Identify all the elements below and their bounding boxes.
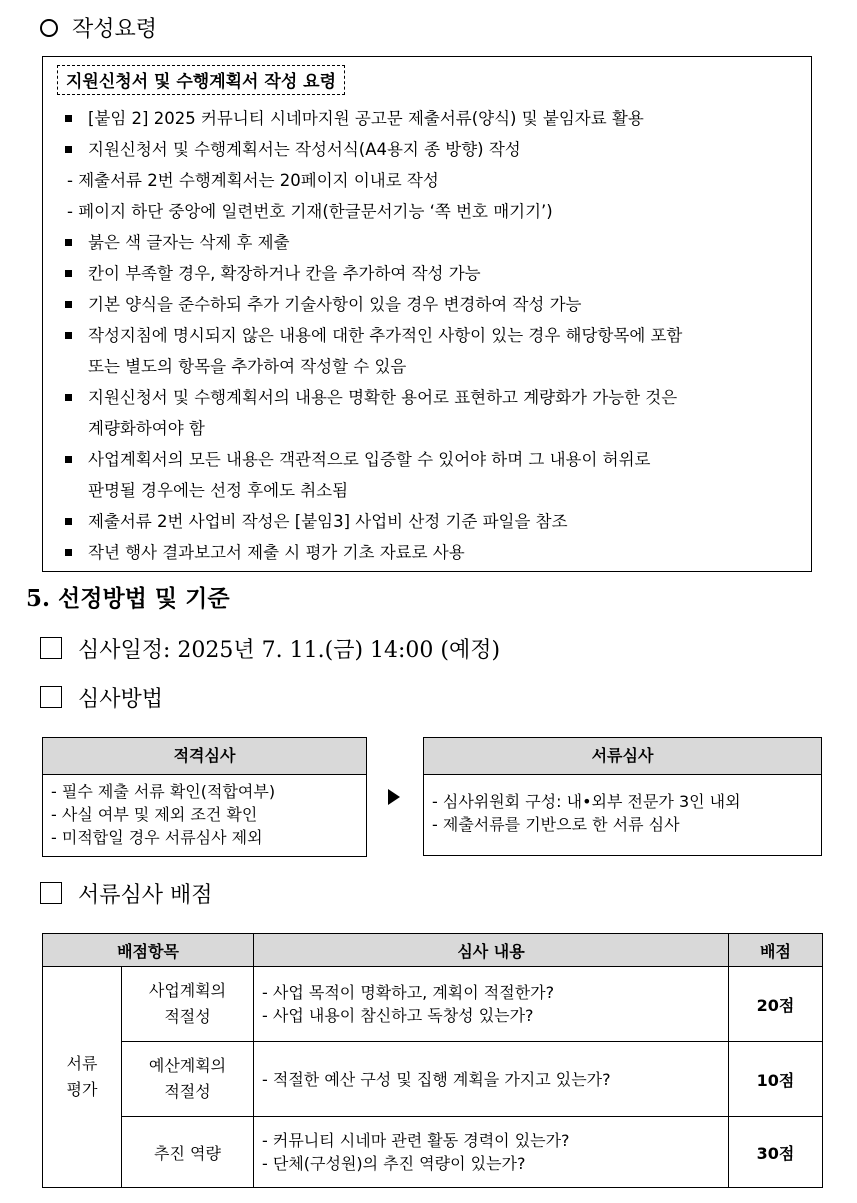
content-line: - 적절한 예산 구성 및 집행 계획을 가지고 있는가? bbox=[262, 1069, 611, 1089]
guide-list-item bbox=[59, 196, 799, 227]
table-row bbox=[43, 1042, 823, 1117]
scoring-heading-text: 서류심사 배점 bbox=[78, 883, 213, 908]
guide-item-text: 지원신청서 및 수행계획서의 내용은 명확한 용어로 표현하고 계량화가 가능한 것은 bbox=[88, 388, 678, 407]
item-cell bbox=[122, 1117, 254, 1188]
guide-list-item bbox=[59, 413, 799, 444]
guide-list-item bbox=[59, 258, 799, 289]
method-heading-text: 심사방법 bbox=[78, 687, 164, 712]
document-review-list bbox=[424, 775, 821, 836]
list-item: - 미적합일 경우 서류심사 제외 bbox=[51, 828, 263, 847]
square-bullet-icon bbox=[65, 456, 72, 463]
guide-list-item bbox=[59, 320, 799, 351]
content-cell bbox=[254, 967, 729, 1042]
guide-item-text: 붉은 색 글자는 삭제 후 제출 bbox=[88, 233, 290, 252]
writing-guide-heading-text: 작성요령 bbox=[72, 17, 158, 42]
item-line: 예산계획의 bbox=[148, 1056, 227, 1075]
guide-item-text: 작성지침에 명시되지 않은 내용에 대한 추가적인 사항이 있는 경우 해당항목에 포함 bbox=[88, 326, 683, 345]
method-heading bbox=[40, 682, 163, 713]
guide-item-text: 칸이 부족할 경우, 확장하거나 칸을 추가하여 작성 가능 bbox=[88, 264, 481, 283]
guide-item-text: 제출서류 2번 사업비 작성은 [붙임3] 사업비 산정 기준 파일을 참조 bbox=[88, 512, 568, 531]
guide-list-item bbox=[59, 444, 799, 475]
guide-list-item bbox=[59, 103, 799, 134]
guide-list-item bbox=[59, 537, 799, 568]
square-bullet-icon bbox=[65, 239, 72, 246]
table-header-row bbox=[43, 934, 823, 967]
square-bullet-icon bbox=[65, 518, 72, 525]
group-label-cell bbox=[43, 967, 122, 1188]
guide-item-text: 계량화하여야 함 bbox=[88, 419, 205, 438]
checkbox-square-icon bbox=[40, 637, 62, 659]
checkbox-square-icon bbox=[40, 882, 62, 904]
guide-list-item bbox=[59, 227, 799, 258]
eligibility-review-list bbox=[43, 775, 366, 849]
item-line: 적절성 bbox=[164, 1082, 211, 1101]
guide-list bbox=[59, 103, 799, 568]
guide-box-title: 지원신청서 및 수행계획서 작성 요령 bbox=[57, 65, 345, 95]
guide-item-text: - 페이지 하단 중앙에 일련번호 기재(한글문서기능 ‘쪽 번호 매기기’) bbox=[67, 202, 553, 221]
guide-item-text: 사업계획서의 모든 내용은 객관적으로 입증할 수 있어야 하며 그 내용이 허위로 bbox=[88, 450, 651, 469]
list-item: - 사실 여부 및 제외 조건 확인 bbox=[51, 805, 258, 824]
item-line: 사업계획의 bbox=[148, 981, 227, 1000]
scoring-heading bbox=[40, 878, 213, 909]
guide-item-text: - 제출서류 2번 수행계획서는 20페이지 이내로 작성 bbox=[67, 171, 439, 190]
guide-item-text: 작년 행사 결과보고서 제출 시 평가 기초 자료로 사용 bbox=[88, 543, 465, 562]
checkbox-square-icon bbox=[40, 686, 62, 708]
table-row bbox=[43, 1117, 823, 1188]
item-line: 추진 역량 bbox=[154, 1143, 221, 1163]
header-item: 배점항목 bbox=[43, 934, 254, 967]
list-item: - 심사위원회 구성: 내•외부 전문가 3인 내외 bbox=[432, 792, 741, 811]
circle-bullet-icon bbox=[40, 19, 58, 37]
list-item: - 제출서류를 기반으로 한 서류 심사 bbox=[432, 815, 680, 834]
square-bullet-icon bbox=[65, 549, 72, 556]
guide-list-item bbox=[59, 165, 799, 196]
score-cell: 20점 bbox=[729, 967, 823, 1042]
guide-item-text: 판명될 경우에는 선정 후에도 취소됨 bbox=[88, 481, 349, 500]
item-cell bbox=[122, 967, 254, 1042]
group-label-line: 평가 bbox=[66, 1080, 98, 1099]
square-bullet-icon bbox=[65, 394, 72, 401]
guide-item-text: [붙임 2] 2025 커뮤니티 시네마지원 공고문 제출서류(양식) 및 붙임자료 활용 bbox=[88, 109, 644, 128]
header-score: 배점 bbox=[729, 934, 823, 967]
square-bullet-icon bbox=[65, 115, 72, 122]
guide-list-item bbox=[59, 351, 799, 382]
content-line: - 사업 목적이 명확하고, 계획이 적절한가? bbox=[262, 983, 555, 1002]
eligibility-review-box bbox=[42, 737, 367, 857]
guide-list-item bbox=[59, 475, 799, 506]
content-line: - 커뮤니티 시네마 관련 활동 경력이 있는가? bbox=[262, 1131, 570, 1150]
list-item: - 필수 제출 서류 확인(적합여부) bbox=[51, 782, 276, 801]
header-content: 심사 내용 bbox=[254, 934, 729, 967]
guide-item-text: 또는 별도의 항목을 추가하여 작성할 수 있음 bbox=[88, 357, 407, 376]
group-label-line: 서류 bbox=[66, 1054, 98, 1073]
square-bullet-icon bbox=[65, 146, 72, 153]
guide-list-item bbox=[59, 134, 799, 165]
guide-item-text: 기본 양식을 준수하되 추가 기술사항이 있을 경우 변경하여 작성 가능 bbox=[88, 295, 582, 314]
score-cell: 30점 bbox=[729, 1117, 823, 1188]
document-review-box bbox=[423, 737, 822, 856]
guide-list-item bbox=[59, 289, 799, 320]
schedule-text: 심사일정: 2025년 7. 11.(금) 14:00 (예정) bbox=[78, 638, 501, 663]
score-cell: 10점 bbox=[729, 1042, 823, 1117]
scoring-table bbox=[42, 933, 823, 1188]
content-line: - 사업 내용이 참신하고 독창성 있는가? bbox=[262, 1006, 534, 1025]
square-bullet-icon bbox=[65, 301, 72, 308]
eligibility-review-title: 적격심사 bbox=[43, 738, 366, 775]
square-bullet-icon bbox=[65, 332, 72, 339]
content-line: - 단체(구성원)의 추진 역량이 있는가? bbox=[262, 1154, 526, 1173]
item-line: 적절성 bbox=[164, 1007, 211, 1026]
writing-guide-box bbox=[42, 56, 812, 572]
item-cell bbox=[122, 1042, 254, 1117]
guide-list-item bbox=[59, 382, 799, 413]
table-row bbox=[43, 967, 823, 1042]
arrow-right-icon bbox=[388, 789, 400, 805]
guide-item-text: 지원신청서 및 수행계획서는 작성서식(A4용지 종 방향) 작성 bbox=[88, 140, 521, 159]
content-cell bbox=[254, 1042, 729, 1117]
document-review-title: 서류심사 bbox=[424, 738, 821, 775]
guide-list-item bbox=[59, 506, 799, 537]
writing-guide-heading bbox=[40, 12, 157, 43]
square-bullet-icon bbox=[65, 270, 72, 277]
content-cell bbox=[254, 1117, 729, 1188]
section-5-title: 5. 선정방법 및 기준 bbox=[26, 585, 230, 612]
schedule-line bbox=[40, 633, 500, 664]
